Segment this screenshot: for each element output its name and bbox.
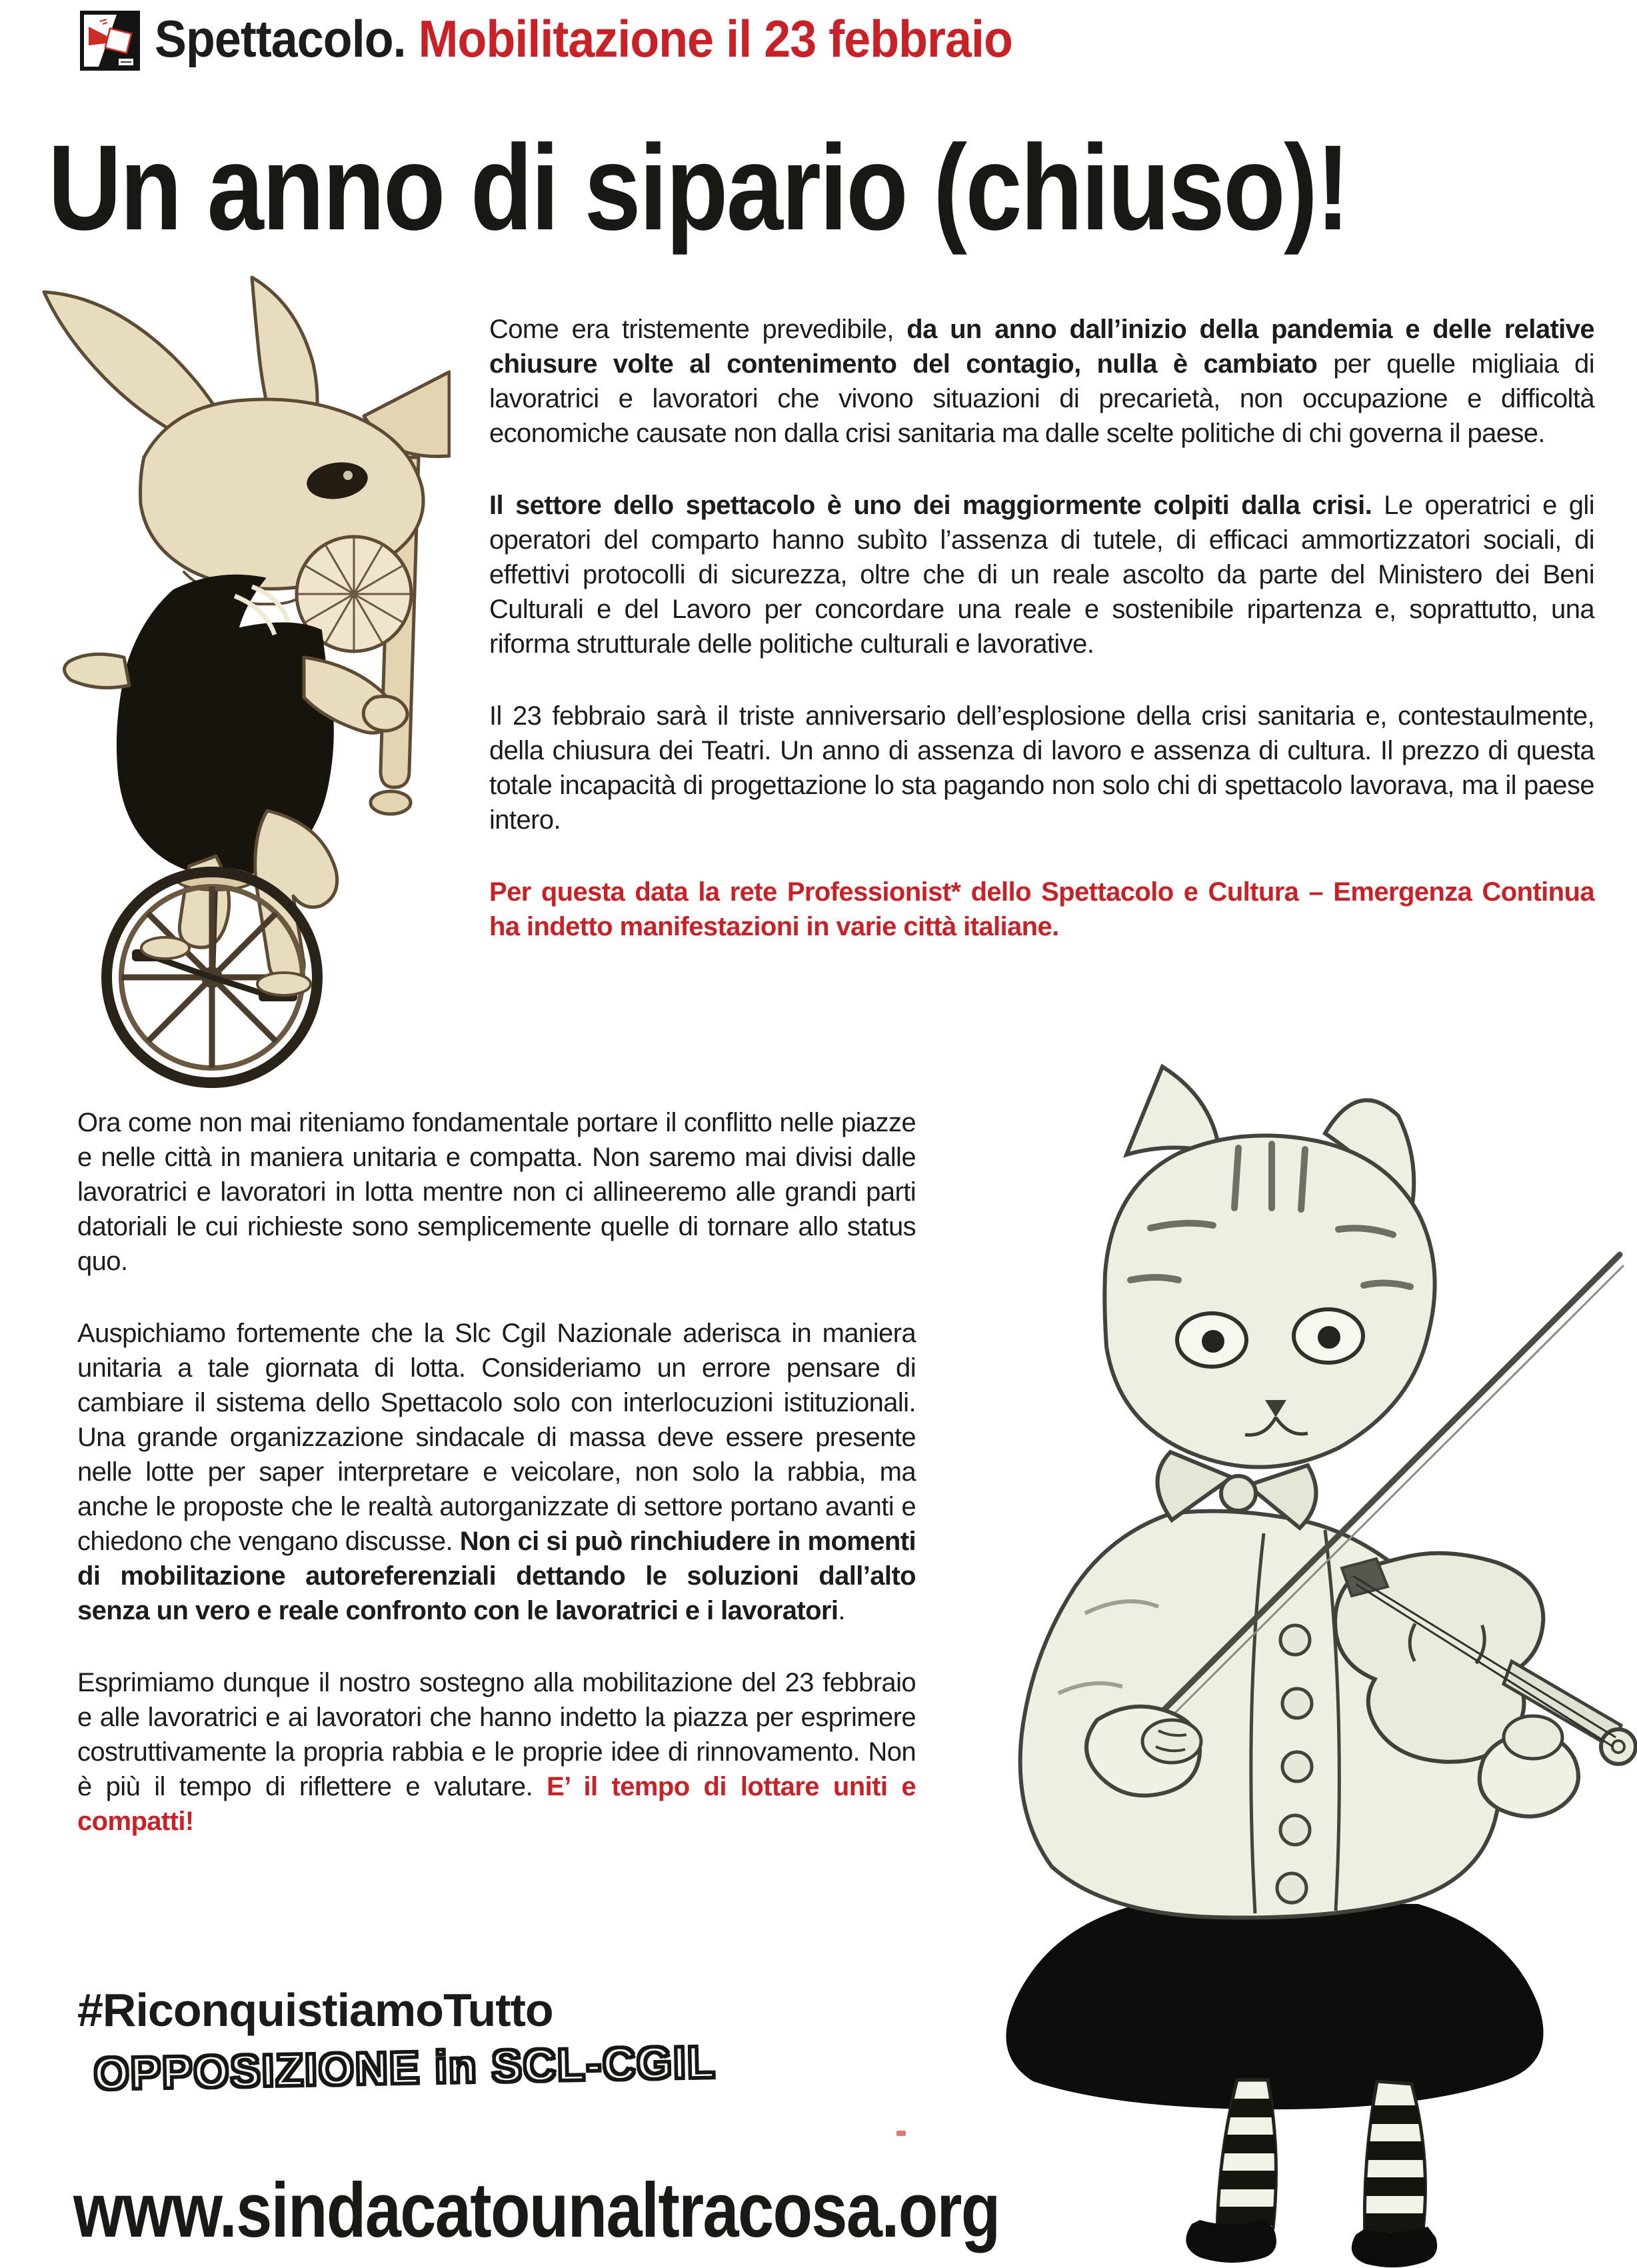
paragraph — [489, 875, 1594, 944]
text-segment: Esprimiamo dunque il nostro sostegno alla mobilitazione del 23 febbraio e alle lavoratrici e ai lavoratori che hanno indetto la piazza per esprimere costruttivamente la propria rabbia e le proprie idee di rinnovamento. Non è più il tempo di riflettere e valutare. — [77, 1668, 916, 1801]
shoe-left — [1186, 2219, 1276, 2263]
rabbit-left-paw — [64, 654, 129, 687]
kicker-line — [155, 8, 1012, 69]
logo-white-square — [105, 29, 131, 53]
rabbit-hand-grip — [363, 697, 407, 731]
text-segment: E’ il tempo di lottare uniti e compatti! — [77, 1772, 916, 1836]
text-segment: Le operatrici e gli operatori del comparto hanno subìto l’assenza di tutele, di efficaci ammortizzatori sociali, di effettivi protocolli di sicurezza, oltre che di un reale ascolto da parte del Ministero dei Beni Culturali e del Lavoro per concordare una reale e sostenibile ripartenza e, soprattutto, una riforma strutturale delle politiche culturali e lavorative. — [489, 491, 1594, 659]
violin-scroll — [1601, 1729, 1636, 1764]
text-segment: Il settore dello spettacolo è uno dei maggiormente colpiti dalla crisi. — [489, 491, 1372, 520]
rabbit-foot-right — [257, 973, 311, 995]
text-segment: Il 23 febbraio sarà il triste anniversario dell’esplosione della crisi sanitaria e, contestaulmente, della chiusura dei Teatri. Un anno di assenza di lavoro e assenza di cultura. Il prezzo di questa totale incapacità di progettazione lo sta pagando non solo chi di spettacolo lavorava, ma il paese intero. — [489, 701, 1594, 835]
paw-right — [1142, 1720, 1201, 1763]
paragraph — [77, 1665, 916, 1839]
website-url: www.sindacatounaltracosa.org — [73, 2167, 1000, 2253]
rabbit-eye-glint — [343, 471, 353, 480]
paragraph — [77, 1105, 916, 1279]
page-title: Un anno di sipario (chiuso)! — [48, 119, 1348, 255]
hashtag-line: #RiconquistiamoTutto — [77, 1984, 553, 2036]
cat-pupil-right — [1318, 1326, 1340, 1349]
cat-violin-illustration — [952, 1053, 1637, 2268]
rabbit-foot-left — [141, 937, 189, 959]
cat-leg-right — [1352, 2081, 1438, 2267]
text-segment: Ora come non mai riteniamo fondamentale portare il conflitto nelle piazze e nelle città in maniera unitaria e compatta. Non saremo mai divisi dalle lavoratrici e lavoratori in lotta mentre non ci allineeremo alle grandi parti datoriali le cui richieste sono semplicemente quelle di tornare allo status quo. — [77, 1108, 916, 1276]
article-right-column — [489, 312, 1594, 944]
shoe-right — [1352, 2227, 1437, 2267]
text-segment: da un anno dall’inizio della pandemia e delle relative chiusure volte al contenimento del contagio, nulla è cambiato — [489, 315, 1594, 379]
cat-pupil-left — [1202, 1330, 1224, 1353]
text-segment: per quelle migliaia di lavoratrici e lavoratori che vivono situazioni di precarietà, non occupazione e difficoltà economiche causate non dalla crisi sanitaria ma dalle scelte politiche di chi governa il paese. — [489, 349, 1594, 448]
paragraph — [77, 1316, 916, 1628]
article-left-column — [77, 1105, 916, 1839]
paw-left — [1504, 1716, 1562, 1759]
horn-knob — [371, 791, 411, 814]
faction-outline-text: OPPOSIZIONE in SCL-CGIL — [93, 2037, 717, 2099]
rabbit-right-leg — [255, 811, 337, 983]
kicker-event: Mobilitazione il 23 febbraio — [418, 9, 1012, 68]
text-segment: . — [838, 1596, 845, 1625]
text-segment: Come era tristemente prevedibile, — [489, 315, 907, 344]
red-speck-artifact — [896, 2131, 906, 2136]
text-segment: Auspichiamo fortemente che la Slc Cgil Nazionale aderisca in maniera unitaria a tale giornata di lotta. Consideriamo un errore pensare di cambiare il sistema dello Spettacolo solo con interlocuzioni istituzionali. Una grande organizzazione sindacale di massa deve essere presente nelle lotte per saper interpretare e veicolare, non solo la rabbia, ma anche le proposte che le realtà autorganizzate di settore portano avanti e chiedono che vengano discusse. — [77, 1319, 916, 1556]
text-segment: Per questa data la rete Professionist* dello Spettacolo e Cultura – Emergenza Continua ha indetto manifestazioni in varie città italiane. — [489, 877, 1594, 941]
text-segment: Non ci si può rinchiudere in momenti di mobilitazione autoreferenziali dettando le soluzioni dall’alto senza un vero e reale confronto con le lavoratrici e i lavoratori — [77, 1527, 916, 1625]
bow-tie-knot — [1221, 1476, 1256, 1511]
paragraph — [489, 312, 1594, 451]
paragraph — [489, 699, 1594, 837]
paragraph — [489, 488, 1594, 661]
red-wedge-union-logo-icon — [80, 11, 140, 71]
rabbit-unicycle-illustration — [17, 257, 451, 1089]
kicker-section: Spettacolo. — [155, 9, 406, 68]
cat-skirt — [1006, 1901, 1543, 2109]
